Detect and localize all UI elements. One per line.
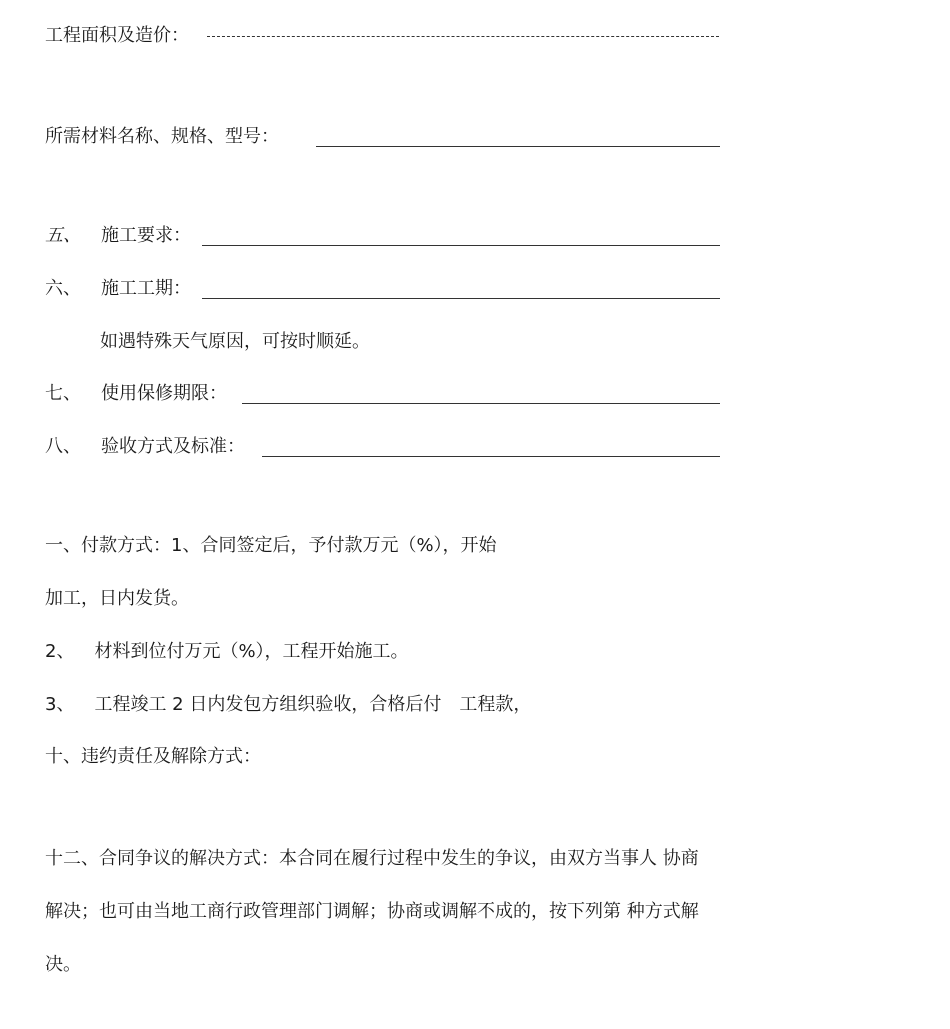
payment-item-3 xyxy=(45,696,531,714)
item-6-label: 施工工期： xyxy=(101,278,191,299)
item-6-number: 六、 xyxy=(45,278,81,299)
item-7-label: 使用保修期限： xyxy=(101,383,227,404)
dispute-line-3-text: 决。 xyxy=(45,954,81,975)
payment-item-2-text: 材料到位付万元（%），工程开始施工。 xyxy=(94,641,409,662)
item-6-blank xyxy=(202,298,720,299)
item-5-number: 五、 xyxy=(45,225,81,246)
payment-line-1-text: 一、付款方式：1、合同签定后，予付款万元（%），开始 xyxy=(45,535,497,556)
dispute-line-1-text: 十二、合同争议的解决方式：本合同在履行过程中发生的争议，由双方当事人 协商 xyxy=(45,848,699,869)
materials-label xyxy=(45,128,279,146)
item-7 xyxy=(45,385,227,403)
dispute-line-1 xyxy=(45,850,699,868)
payment-line-2-text: 加工，日内发货。 xyxy=(45,588,189,609)
area-cost-blank xyxy=(207,36,719,37)
item-7-number: 七、 xyxy=(45,383,81,404)
area-cost-text: 工程面积及造价： xyxy=(45,25,189,46)
materials-blank xyxy=(316,146,720,147)
item-5 xyxy=(45,227,191,245)
breach-heading xyxy=(45,748,261,766)
item-8-number: 八、 xyxy=(45,436,81,457)
dispute-line-3 xyxy=(45,956,81,974)
item-6 xyxy=(45,280,191,298)
payment-item-3-text: 工程竣工 2 日内发包方组织验收，合格后付 工程款， xyxy=(94,694,532,715)
payment-item-2 xyxy=(45,643,409,661)
area-cost-label xyxy=(45,27,189,45)
dispute-line-2 xyxy=(45,903,699,921)
breach-heading-text: 十、违约责任及解除方式： xyxy=(45,746,261,767)
payment-item-3-number: 3、 xyxy=(45,694,75,715)
dispute-line-2-text: 解决；也可由当地工商行政管理部门调解；协商或调解不成的，按下列第 种方式解 xyxy=(45,901,699,922)
item-8-label: 验收方式及标准： xyxy=(101,436,245,457)
item-5-label: 施工要求： xyxy=(101,225,191,246)
item-8-blank xyxy=(262,456,720,457)
item-5-blank xyxy=(202,245,720,246)
payment-line-2 xyxy=(45,590,189,608)
materials-text: 所需材料名称、规格、型号： xyxy=(45,126,279,147)
weather-note xyxy=(100,333,370,351)
item-7-blank xyxy=(242,403,720,404)
payment-item-2-number: 2、 xyxy=(45,641,75,662)
payment-line-1 xyxy=(45,537,497,555)
item-8 xyxy=(45,438,245,456)
weather-note-text: 如遇特殊天气原因，可按时顺延。 xyxy=(100,331,370,352)
